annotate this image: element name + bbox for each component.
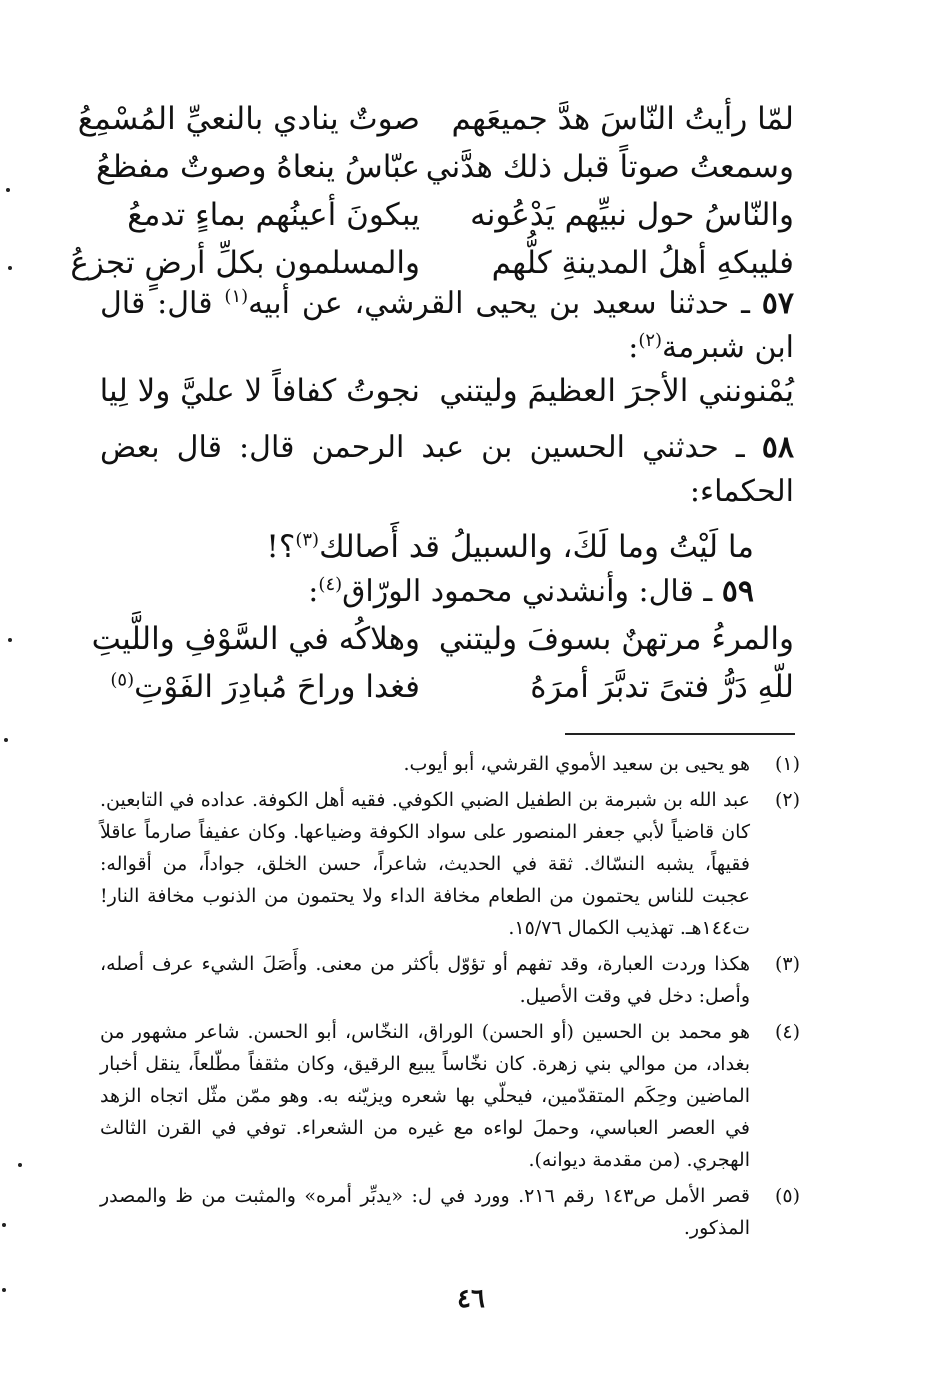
verse-second-hemistich: عبّاسُ ينعاهُ وصوتٌ مفظعُ — [95, 149, 420, 185]
verse-first-hemistich: وسمعتُ صوتاً قبل ذلك هدَّني — [425, 149, 794, 185]
verse-first-hemistich: لمّا رأيتُ النّاسَ هدَّ جميعَهم — [451, 101, 794, 137]
narration-text: ـ حدثنا سعيد بن يحيى القرشي، عن أبيه — [248, 286, 750, 321]
footnote-number: (٣) — [774, 953, 800, 975]
footnote-ref[interactable]: (٥) — [110, 669, 135, 691]
saying-punct: ؟! — [266, 529, 296, 565]
footnote-text: هو يحيى بن سعيد الأموي القرشي، أبو أيوب. — [403, 753, 750, 775]
footnote-number: (٢) — [774, 789, 800, 811]
verse-first-hemistich: للّهِ دَرُّ فتىً تدبَّرَ أمرَهُ — [530, 669, 794, 705]
verse-second-hemistich: يبكونَ أعينُهم بماءٍ تدمعُ — [127, 197, 420, 233]
footnote-number: (١) — [774, 753, 800, 775]
narration-text: قال: قال ابن شبرمة — [100, 286, 794, 365]
verse-first-hemistich: والنّاسُ حول نبيِّهم يَدْعُونه — [470, 197, 794, 233]
narration-text: ـ قال: وأنشدني محمود الورّاق — [342, 574, 713, 609]
item-number: ٥٨ — [761, 430, 794, 465]
narration-punct: : — [628, 330, 639, 365]
saying-body: ما لَيْتُ وما لَكَ، والسبيلُ قد أَصالك — [319, 529, 754, 565]
footnote-ref[interactable]: (٣) — [295, 529, 320, 551]
verse-second-hemistich: صوتٌ ينادي بالنعيِّ المُسْمِعُ — [77, 101, 420, 137]
item-number: ٥٧ — [761, 286, 794, 321]
footnote-text: هو محمد بن الحسين (أو الحسن) الوراق، النخّاس، أبو الحسن. شاعر مشهور من بغداد، من موالي بني زهرة. كان نخّاساً يبيع الرقيق، وكان مثقفاً مطّلعاً، ينقل أخبار الماضين وحِكَم المتقدّمين، فيحلّي بها شعره ويزيّنه به. وهو ممّن مثّل اتجاه الزهد في العصر العباسي، وحملَ لواءه مع غيره من الشعراء. توفي في القرن الثالث الهجري. (من مقدمة ديوانه). — [100, 1021, 750, 1171]
verse-second-hemistich: وهلاكُه في السَّوْفِ واللَّيتِ — [91, 621, 420, 657]
item-number: ٥٩ — [721, 574, 754, 609]
footnote-ref[interactable]: (٤) — [318, 574, 343, 595]
narration-punct: : — [308, 574, 319, 609]
footnote-ref[interactable]: (١) — [224, 286, 249, 307]
verse-second-hemistich: والمسلمون بكلِّ أرضٍ تجزعُ — [70, 245, 420, 281]
page-number: ٤٦ — [457, 1284, 485, 1314]
footnote-number: (٤) — [774, 1021, 800, 1043]
verse-first-hemistich: والمرءُ مرتهنٌ بسوفَ وليتني — [438, 621, 794, 657]
hemistich-text: فغدا وراحَ مُبادِرَ الفَوْتِ — [134, 669, 420, 705]
footnote-text: عبد الله بن شبرمة بن الطفيل الضبي الكوفي. فقيه أهل الكوفة. عداده في التابعين. كان قاضياً لأبي جعفر المنصور على سواد الكوفة وضياعها. وكان عفيفاً صارماً عاقلاً فقيهاً، يشبه النسّاك. ثقة في الحديث، شاعراً، حسن الخلق، جواداً، من أقواله: عجبت للناس يحتمون من الطعام مخافة الداء ولا يحتمون من الذنوب مخافة النار! ت١٤٤هـ. تهذيب الكمال ١٥/٧٦. — [100, 789, 750, 939]
footnote-text: قصر الأمل ص١٤٣ رقم ٢١٦. وورد في ل: «يدبِّر أمره» والمثبت من ظ والمصدر المذكور. — [100, 1185, 750, 1239]
footnote-number: (٥) — [774, 1185, 800, 1207]
verse-first-hemistich: يُمْنونني الأجرَ العظيمَ وليتني — [439, 373, 794, 409]
footnote-text: هكذا وردت العبارة، وقد تفهم أو تؤوّل بأكثر من معنى. وأَصَلَ الشيء عرف أصله، وأصل: دخل في وقت الأصيل. — [100, 953, 750, 1007]
narration-text: ـ حدثني الحسين بن عبد الرحمن قال: قال بعض الحكماء: — [100, 430, 794, 509]
footnote-ref[interactable]: (٢) — [638, 330, 663, 351]
verse-second-hemistich: نجوتُ كفافاً لا عليَّ ولا لِيا — [99, 373, 420, 409]
verse-first-hemistich: فليبكهِ أهلُ المدينةِ كلُّهم — [491, 245, 794, 281]
